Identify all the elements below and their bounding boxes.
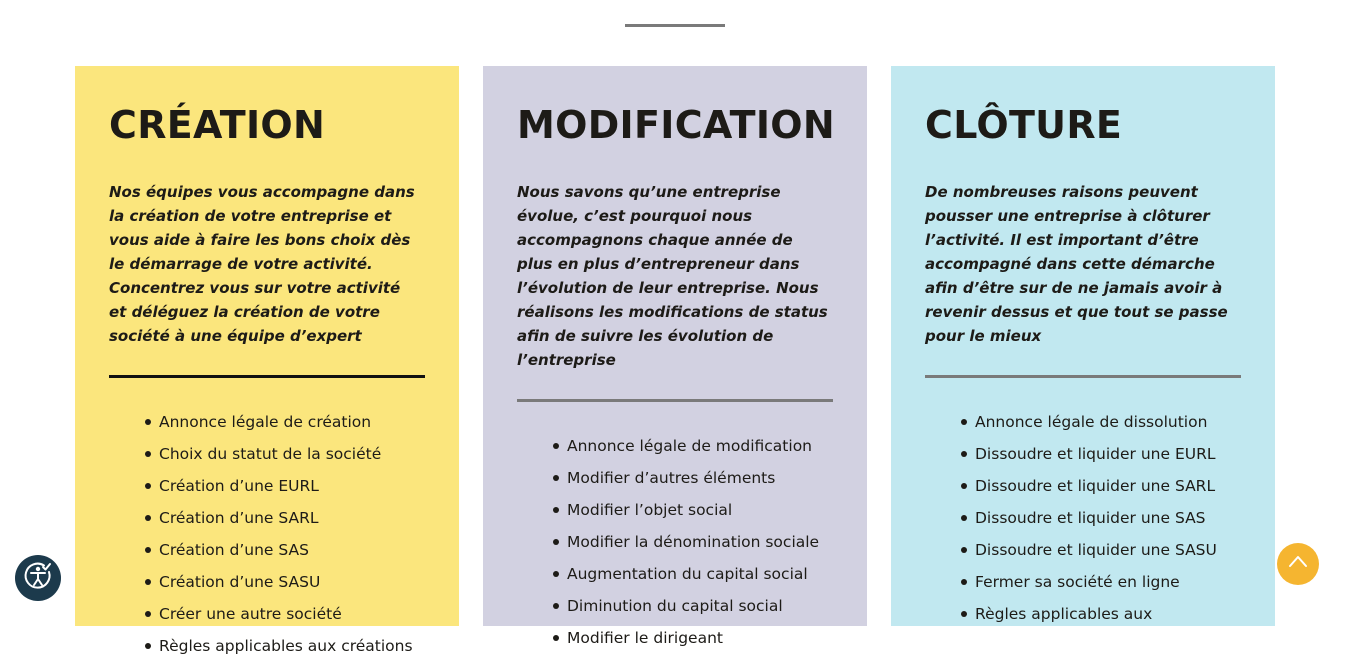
service-link[interactable]: Création d’une SAS [145,534,425,566]
card-divider [925,375,1241,378]
service-list [517,430,833,654]
service-link[interactable]: Dissoudre et liquider une SASU [961,534,1241,566]
service-link[interactable]: Dissoudre et liquider une SARL [961,470,1241,502]
card-description: Nous savons qu’une entreprise évolue, c’est pourquoi nous accompagnons chaque année de plus en plus d’entrepreneur dans l’évolution de leur entreprise. Nous réalisons les modifications de status afin de suivre les évolution de l’entreprise [517,183,828,369]
service-link[interactable]: Modifier le dirigeant [553,622,833,654]
card-divider [109,375,425,378]
card-modification [483,66,867,647]
card-creation [75,66,459,655]
chevron-up-icon [1286,550,1310,578]
card-description: Nos équipes vous accompagne dans la création de votre entreprise et vous aide à faire les bons choix dès le démarrage de votre activité. Concentrez vous sur votre activité et déléguez la création de votre société à une équipe d’expert [109,183,415,345]
card-title: CLÔTURE [925,103,1123,147]
accessibility-icon [22,560,54,596]
section-divider [625,24,725,27]
service-link[interactable]: Annonce légale de création [145,406,425,438]
scroll-to-top-button[interactable] [1277,543,1319,585]
service-link[interactable]: Modifier l’objet social [553,494,833,526]
service-link[interactable]: Dissoudre et liquider une EURL [961,438,1241,470]
card-description: De nombreuses raisons peuvent pousser une entreprise à clôturer l’activité. Il est important d’être accompagné dans cette démarche afin d’être sur de ne jamais avoir à revenir dessus et que tout se passe pour le mieux [925,183,1228,345]
card-title: MODIFICATION [517,103,836,147]
service-link[interactable]: Créer une autre société [145,598,425,630]
service-link[interactable]: Choix du statut de la société [145,438,425,470]
service-link[interactable]: Règles applicables aux [961,598,1241,630]
service-link[interactable]: Annonce légale de modification [553,430,833,462]
service-link[interactable]: Modifier d’autres éléments [553,462,833,494]
service-link[interactable]: Règles applicables aux créations [145,630,425,662]
service-link[interactable]: Annonce légale de dissolution [961,406,1241,438]
card-divider [517,399,833,402]
service-link[interactable]: Création d’une SASU [145,566,425,598]
service-list [109,406,425,662]
service-list [925,406,1241,630]
service-link[interactable]: Diminution du capital social [553,590,833,622]
service-link[interactable]: Modifier la dénomination sociale [553,526,833,558]
card-title: CRÉATION [109,103,326,147]
service-link[interactable]: Augmentation du capital social [553,558,833,590]
card-cloture [891,66,1275,626]
service-link[interactable]: Création d’une SARL [145,502,425,534]
service-link[interactable]: Création d’une EURL [145,470,425,502]
service-link[interactable]: Fermer sa société en ligne [961,566,1241,598]
service-link[interactable]: Dissoudre et liquider une SAS [961,502,1241,534]
accessibility-button[interactable] [15,555,61,601]
